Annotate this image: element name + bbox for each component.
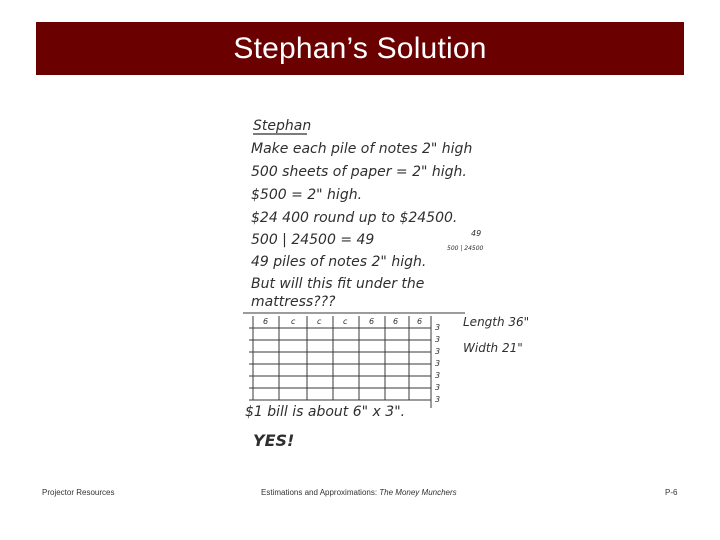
grid-right-label: 3 <box>435 371 441 380</box>
conclusion-line: $1 bill is about 6" x 3". <box>245 404 406 420</box>
footer-resources: Projector Resources <box>42 488 115 497</box>
grid-right-label: 3 <box>435 323 441 332</box>
grid-top-label: 6 <box>393 317 399 326</box>
answer-yes: YES! <box>253 431 295 450</box>
grid-right-label: 3 <box>435 383 441 392</box>
slide-title: Stephan’s Solution <box>233 31 487 65</box>
work-line: $24 400 round up to $24500. <box>251 210 458 226</box>
handwritten-solution-drawing <box>235 108 535 463</box>
work-line: $500 = 2" high. <box>251 187 363 203</box>
handwritten-solution <box>235 108 535 463</box>
width-note: Width 21" <box>463 341 523 355</box>
work-heading: Stephan <box>253 118 312 134</box>
grid-top-label: c <box>343 317 348 326</box>
work-line: 500 | 24500 = 49 <box>251 232 375 248</box>
work-line: 49 piles of notes 2" high. <box>251 254 427 270</box>
grid-top-label: c <box>317 317 322 326</box>
length-note: Length 36" <box>463 315 530 329</box>
grid-top-label: 6 <box>263 317 269 326</box>
side-calc-division: 500 | 24500 <box>447 245 484 252</box>
grid-right-label: 3 <box>435 335 441 344</box>
footer-unit-title <box>261 488 457 497</box>
footer-unit-italic: The Money Munchers <box>379 488 457 497</box>
grid-top-label: c <box>291 317 296 326</box>
grid-right-label: 3 <box>435 395 441 404</box>
title-bar <box>36 22 684 75</box>
mattress-grid <box>243 313 465 408</box>
work-line: But will this fit under the <box>251 276 425 292</box>
side-calc-quotient: 49 <box>471 229 482 238</box>
grid-top-label: 6 <box>417 317 423 326</box>
grid-right-label: 3 <box>435 347 441 356</box>
footer-page-number: P-6 <box>665 488 678 497</box>
grid-right-label: 3 <box>435 359 441 368</box>
footer-unit-prefix: Estimations and Approximations: <box>261 488 380 497</box>
work-line: mattress??? <box>251 294 336 310</box>
work-line: Make each pile of notes 2" high <box>251 141 473 157</box>
grid-top-label: 6 <box>369 317 375 326</box>
work-line: 500 sheets of paper = 2" high. <box>251 164 467 180</box>
